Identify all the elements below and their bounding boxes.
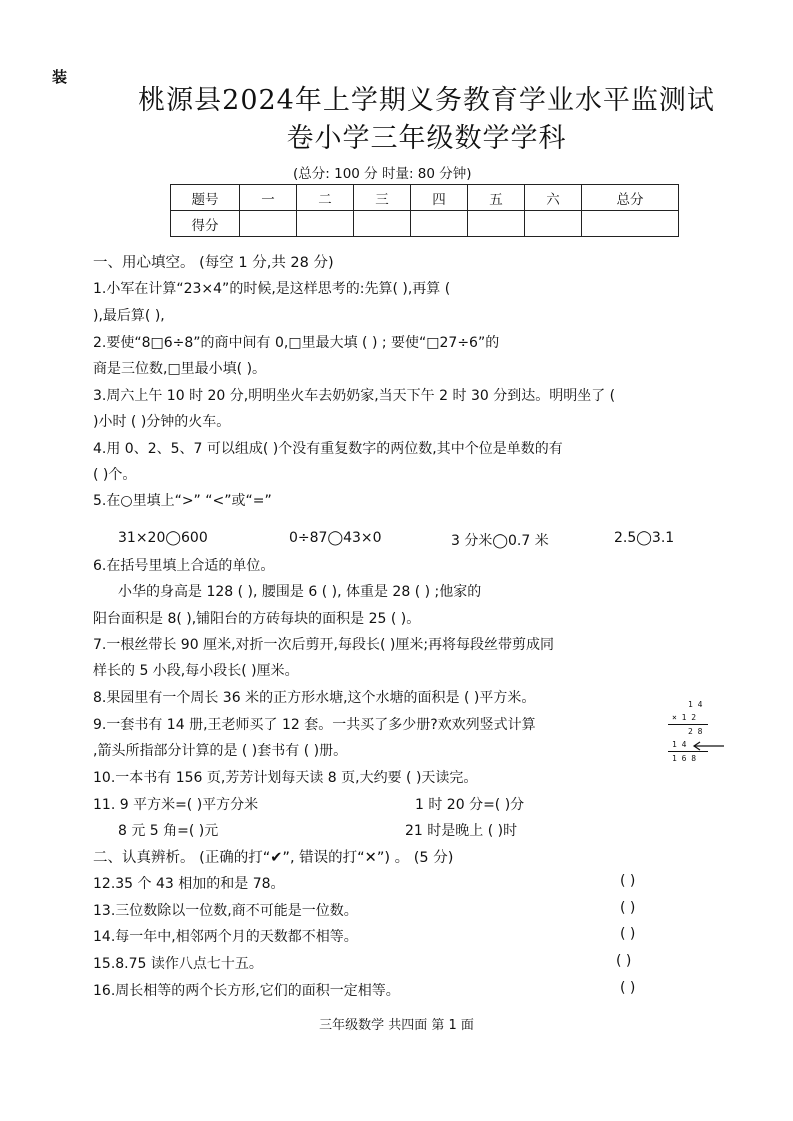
judge-item: 14.每一年中,相邻两个月的天数都不相等。 bbox=[93, 929, 358, 945]
score-header-cell: 题号 bbox=[171, 185, 240, 211]
score-header-cell: 四 bbox=[411, 185, 468, 211]
calc-line: × 1 2 bbox=[672, 713, 697, 722]
question-10: 10.一本书有 156 页,芳芳计划每天读 8 页,大约要 ( )天读完。 bbox=[93, 770, 478, 786]
question-4-line-1: 4.用 0、2、5、7 可以组成( )个没有重复数字的两位数,其中个位是单数的有 bbox=[93, 441, 563, 457]
calc-line: 1 6 8 bbox=[672, 754, 697, 763]
judge-item: 16.周长相等的两个长方形,它们的面积一定相等。 bbox=[93, 983, 400, 999]
judge-item: 13.三位数除以一位数,商不可能是一位数。 bbox=[93, 903, 358, 919]
score-cell[interactable] bbox=[582, 211, 679, 237]
question-6-prompt: 6.在括号里填上合适的单位。 bbox=[93, 558, 275, 574]
answer-paren[interactable]: ( ) bbox=[620, 980, 636, 996]
question-9-line-2: ,箭头所指部分计算的是 ( )套书有 ( )册。 bbox=[93, 743, 348, 759]
page-footer: 三年级数学 共四面 第 1 面 bbox=[319, 1018, 474, 1033]
question-3-line-2: )小时 ( )分钟的火车。 bbox=[93, 414, 231, 430]
question-5-prompt: 5.在○里填上“>” “<”或“=” bbox=[93, 493, 272, 509]
calc-rule bbox=[668, 751, 708, 752]
score-table-score-row bbox=[171, 211, 679, 237]
score-header-cell: 六 bbox=[525, 185, 582, 211]
score-cell[interactable] bbox=[354, 211, 411, 237]
exam-meta: (总分: 100 分 时量: 80 分钟) bbox=[293, 166, 472, 182]
question-11-left-2: 8 元 5 角=( )元 bbox=[118, 823, 219, 839]
score-cell[interactable] bbox=[468, 211, 525, 237]
title-line-1: 桃源县2024年上学期义务教育学业水平监测试 bbox=[138, 85, 715, 116]
question-8: 8.果园里有一个周长 36 米的正方形水塘,这个水塘的面积是 ( )平方米。 bbox=[93, 690, 536, 706]
score-cell[interactable] bbox=[240, 211, 297, 237]
score-header-cell: 总分 bbox=[582, 185, 679, 211]
calc-line: 1 4 bbox=[672, 740, 687, 749]
calc-line: 1 4 bbox=[688, 700, 703, 709]
score-cell[interactable] bbox=[297, 211, 354, 237]
question-7-line-1: 7.一根丝带长 90 厘米,对折一次后剪开,每段长( )厘米;再将每段丝带剪成同 bbox=[93, 637, 555, 653]
vertical-multiplication bbox=[668, 700, 728, 766]
question-7-line-2: 样长的 5 小段,每小段长( )厘米。 bbox=[93, 663, 299, 679]
question-1-line-2: ),最后算( ), bbox=[93, 308, 165, 324]
binding-mark: 装 bbox=[52, 68, 68, 86]
compare-item: 0÷87◯43×0 bbox=[289, 530, 382, 546]
calc-rule bbox=[668, 724, 708, 725]
score-header-cell: 三 bbox=[354, 185, 411, 211]
arrow-left-icon bbox=[690, 741, 726, 751]
score-header-cell: 二 bbox=[297, 185, 354, 211]
question-9-line-1: 9.一套书有 14 册,王老师买了 12 套。一共买了多少册?欢欢列竖式计算 bbox=[93, 717, 536, 733]
question-3-line-1: 3.周六上午 10 时 20 分,明明坐火车去奶奶家,当天下午 2 时 30 分到达。明明坐了 ( bbox=[93, 388, 616, 404]
score-cell[interactable] bbox=[525, 211, 582, 237]
score-header-cell: 五 bbox=[468, 185, 525, 211]
score-row-label: 得分 bbox=[171, 211, 240, 237]
score-table bbox=[170, 184, 679, 237]
score-cell[interactable] bbox=[411, 211, 468, 237]
compare-item: 3 分米◯0.7 米 bbox=[451, 533, 549, 549]
question-11-left-1: 11. 9 平方米=( )平方分米 bbox=[93, 797, 259, 813]
compare-item: 2.5◯3.1 bbox=[614, 530, 675, 546]
question-4-line-2: ( )个。 bbox=[93, 467, 137, 483]
score-table-header-row bbox=[171, 185, 679, 211]
judge-item: 12.35 个 43 相加的和是 78。 bbox=[93, 876, 285, 892]
question-11-right-1: 1 时 20 分=( )分 bbox=[415, 797, 525, 813]
calc-line: 2 8 bbox=[688, 727, 703, 736]
title-line-2: 卷小学三年级数学学科 bbox=[286, 123, 567, 154]
section-1-heading: 一、用心填空。 (每空 1 分,共 28 分) bbox=[93, 255, 334, 271]
question-6-line-1: 小华的身高是 128 ( ), 腰围是 6 ( ), 体重是 28 ( ) ;他家的 bbox=[118, 584, 482, 600]
compare-item: 31×20◯600 bbox=[118, 530, 208, 546]
score-header-cell: 一 bbox=[240, 185, 297, 211]
question-1-line-1: 1.小军在计算“23×4”的时候,是这样思考的:先算( ),再算 ( bbox=[93, 281, 451, 297]
question-6-line-2: 阳台面积是 8( ),铺阳台的方砖每块的面积是 25 ( )。 bbox=[93, 611, 421, 627]
question-2-line-1: 2.要使“8□6÷8”的商中间有 0,□里最大填 ( ) ; 要使“□27÷6”的 bbox=[93, 335, 500, 351]
section-2-heading: 二、认真辨析。 (正确的打“✔”, 错误的打“✕”) 。 (5 分) bbox=[93, 850, 454, 866]
question-2-line-2: 商是三位数,□里最小填( )。 bbox=[93, 361, 267, 377]
answer-paren[interactable]: ( ) bbox=[616, 953, 632, 969]
question-11-right-2: 21 时是晚上 ( )时 bbox=[405, 823, 518, 839]
answer-paren[interactable]: ( ) bbox=[620, 873, 636, 889]
judge-item: 15.8.75 读作八点七十五。 bbox=[93, 956, 263, 972]
answer-paren[interactable]: ( ) bbox=[620, 900, 636, 916]
answer-paren[interactable]: ( ) bbox=[620, 926, 636, 942]
